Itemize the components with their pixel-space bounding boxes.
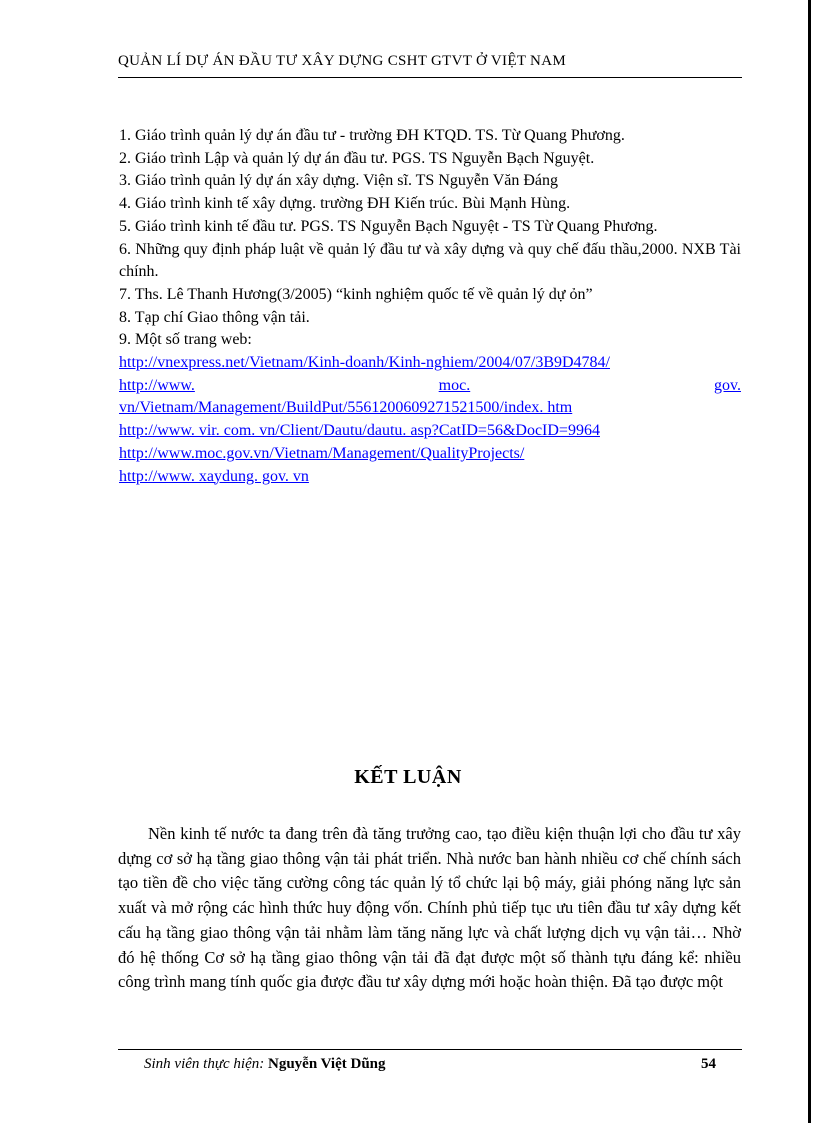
page-number: 54 xyxy=(701,1056,716,1072)
footer-author xyxy=(144,1056,386,1073)
header-title: QUẢN LÍ DỰ ÁN ĐẦU TƯ XÂY DỰNG CSHT GTVT Ở VIỆT NAM xyxy=(118,53,566,69)
page-footer xyxy=(118,1049,742,1072)
web-link-vir[interactable]: http://www. vir. com. vn/Client/Dautu/dautu. asp?CatID=56&DocID=9964 xyxy=(119,422,600,440)
footer-author-name: Nguyễn Việt Dũng xyxy=(267,1056,386,1072)
reference-list xyxy=(119,125,741,488)
reference-item-8: 8. Tạp chí Giao thông vận tải. xyxy=(119,308,310,326)
web-link-part-3: gov. xyxy=(714,376,741,394)
web-link-xaydung[interactable]: http://www. xaydung. gov. vn xyxy=(119,467,309,485)
footer-colon: : xyxy=(259,1056,268,1072)
web-link-part-2: moc. xyxy=(438,376,471,394)
conclusion-paragraph: Nền kinh tế nước ta đang trên đà tăng trưởng cao, tạo điều kiện thuận lợi cho đầu tư xây dựng cơ sở hạ tầng giao thông vận tải phát triển. Nhà nước ban hành nhiều cơ chế chính sách tạo tiền đề cho việc tăng cường công tác quản lý tổ chức lại bộ máy, giải phóng năng lực sản xuất và mở rộng các hình thức huy động vốn. Chính phủ tiếp tục ưu tiên đầu tư xây dựng kết cấu hạ tầng giao thông vận tải nhằm làm tăng năng lực và chất lượng dịch vụ vận tải… Nhờ đó hệ thống Cơ sở hạ tầng giao thông vận tải đã đạt được một số thành tựu đáng kể: nhiều công trình mang tính quốc gia được đầu tư xây dựng mới hoặc hoàn thiện. Đã tạo được một xyxy=(118,824,741,992)
page-edge-border xyxy=(808,0,811,1123)
web-link-moc-buildput[interactable] xyxy=(119,375,741,398)
running-header xyxy=(118,53,742,78)
reference-item-5: 5. Giáo trình kinh tế đầu tư. PGS. TS Nguyễn Bạch Nguyệt - TS Từ Quang Phương. xyxy=(119,217,658,235)
web-link-part-1: http://www. xyxy=(119,376,195,394)
footer-label: Sinh viên thực hiện xyxy=(144,1056,260,1072)
web-link-moc-quality[interactable]: http://www.moc.gov.vn/Vietnam/Management/QualityProjects/ xyxy=(119,444,525,462)
reference-item-2: 2. Giáo trình Lập và quản lý dự án đầu tư. PGS. TS Nguyễn Bạch Nguyệt. xyxy=(119,149,595,167)
reference-item-4: 4. Giáo trình kinh tế xây dựng. trường ĐH Kiến trúc. Bùi Mạnh Hùng. xyxy=(119,195,571,213)
conclusion-heading: KẾT LUẬN xyxy=(354,766,462,788)
reference-item-7: 7. Ths. Lê Thanh Hương(3/2005) “kinh nghiệm quốc tế về quản lý dự ỏn” xyxy=(119,285,593,303)
web-link-vnexpress[interactable]: http://vnexpress.net/Vietnam/Kinh-doanh/Kinh-nghiem/2004/07/3B9D4784/ xyxy=(119,354,610,372)
reference-item-9: 9. Một số trang web: xyxy=(119,331,252,349)
web-link-moc-buildput-continued[interactable]: vn/Vietnam/Management/BuildPut/5561200609271521500/index. htm xyxy=(119,399,573,417)
reference-item-1: 1. Giáo trình quản lý dự án đầu tư - trường ĐH KTQD. TS. Từ Quang Phương. xyxy=(119,127,625,144)
reference-item-6: 6. Những quy định pháp luật về quản lý đầu tư và xây dựng và quy chế đấu thầu,2000. NXB Tài chính. xyxy=(119,240,741,281)
reference-item-3: 3. Giáo trình quản lý dự án xây dựng. Viện sĩ. TS Nguyễn Văn Đáng xyxy=(119,172,558,190)
